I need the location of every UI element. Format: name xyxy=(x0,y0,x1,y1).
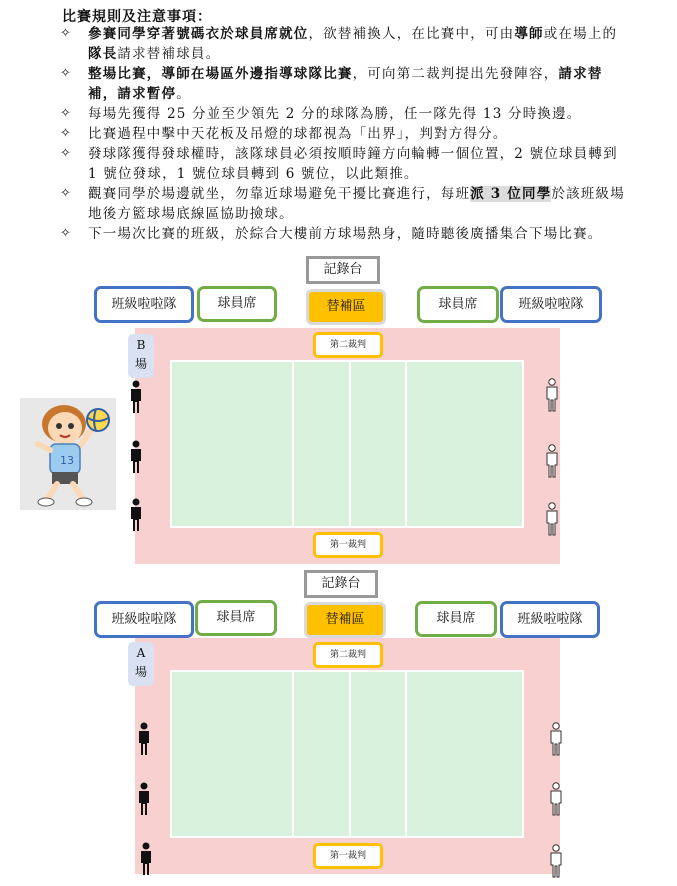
person-outline-icon xyxy=(548,782,564,816)
person-silhouette-icon xyxy=(136,722,152,756)
bullet-icon: ✧ xyxy=(60,226,73,241)
rule-item xyxy=(60,124,630,144)
attack-line xyxy=(405,362,407,526)
rule-text: ，可向第二裁判提出先發陣容， xyxy=(352,66,559,82)
rule-bold-text: 參賽同學穿著號碼衣於球員席就位 xyxy=(88,26,309,42)
rule-text: 每場先獲得 25 分並至少領先 2 分的球隊為勝，任一隊先得 13 分時換邊。 xyxy=(88,106,582,122)
attack-line xyxy=(405,672,407,836)
first-referee: 第一裁判 xyxy=(313,532,383,558)
rule-item xyxy=(60,184,630,224)
bench-box: 球員席 xyxy=(197,286,277,322)
center-line xyxy=(349,362,351,526)
field-label xyxy=(128,642,154,686)
bullet-icon: ✧ xyxy=(60,126,73,141)
field-label-letter: B xyxy=(136,338,146,352)
rule-bold-text: 導師 xyxy=(514,26,544,42)
cheer-team-box: 班級啦啦隊 xyxy=(500,601,600,638)
field-label xyxy=(128,334,154,378)
person-silhouette-icon xyxy=(138,842,154,876)
rule-text: 請求替補球員。 xyxy=(117,46,221,62)
field-label-char: 場 xyxy=(134,665,147,679)
person-silhouette-icon xyxy=(128,440,144,474)
rule-bold-text: 請求替補，請求暫停 xyxy=(88,66,603,102)
sub-zone: 替補區 xyxy=(306,289,386,325)
bullet-icon: ✧ xyxy=(60,66,73,81)
record-table: 記錄台 xyxy=(306,256,380,284)
cheer-team-box: 班級啦啦隊 xyxy=(500,286,602,323)
volleyball-court xyxy=(170,670,524,838)
bullet-icon: ✧ xyxy=(60,106,73,121)
field-label-letter: A xyxy=(136,646,146,660)
bench-box: 球員席 xyxy=(195,600,277,636)
rule-text: 。 xyxy=(176,86,191,102)
sub-zone: 替補區 xyxy=(304,602,386,638)
rule-text: 發球隊獲得發球權時，該隊球員必須按順時鐘方向輪轉一個位置，2 號位球員轉到 1 號位發球，1 號位球員轉到 6 號位，以此類推。 xyxy=(88,146,618,182)
person-silhouette-icon xyxy=(128,498,144,532)
rule-text: 下一場次比賽的班級，於綜合大樓前方球場熱身，隨時聽後廣播集合下場比賽。 xyxy=(88,226,603,242)
bullet-icon: ✧ xyxy=(60,26,73,41)
bullet-icon: ✧ xyxy=(60,146,73,161)
bench-box: 球員席 xyxy=(417,286,499,323)
person-outline-icon xyxy=(548,722,564,756)
rule-item xyxy=(60,64,630,104)
rule-item xyxy=(60,224,630,244)
rule-highlight: 派 3 位同學 xyxy=(470,186,552,202)
field-label-char: 場 xyxy=(134,357,147,371)
rule-text: 比賽過程中擊中天花板及吊燈的球都視為「出界」，判對方得分。 xyxy=(88,126,508,142)
bullet-icon: ✧ xyxy=(60,186,73,201)
rule-item xyxy=(60,104,630,124)
person-outline-icon xyxy=(544,502,560,536)
second-referee: 第二裁判 xyxy=(313,642,383,668)
svg-text:13: 13 xyxy=(60,454,74,467)
center-line xyxy=(349,672,351,836)
rule-item xyxy=(60,144,630,184)
bench-box: 球員席 xyxy=(415,601,497,637)
rule-text: 觀賽同學於場邊就坐，勿靠近球場避免干擾比賽進行，每班 xyxy=(88,186,471,202)
cheer-team-box: 班級啦啦隊 xyxy=(94,286,194,323)
first-referee: 第一裁判 xyxy=(313,843,383,869)
person-outline-icon xyxy=(544,444,560,478)
attack-line xyxy=(292,672,294,836)
record-table: 記錄台 xyxy=(304,570,378,598)
person-outline-icon xyxy=(548,844,564,878)
rules-list xyxy=(60,24,630,244)
rule-text: 於該班級場地後方籃球場底線區協助撿球。 xyxy=(88,186,625,222)
second-referee: 第二裁判 xyxy=(313,332,383,358)
person-silhouette-icon xyxy=(136,782,152,816)
attack-line xyxy=(292,362,294,526)
rule-text: 或在場上的 xyxy=(543,26,618,42)
rule-item xyxy=(60,24,630,64)
rules-heading: 比賽規則及注意事項： xyxy=(62,9,212,25)
rule-bold-text: 整場比賽，導師在場區外邊指導球隊比賽 xyxy=(88,66,353,82)
person-silhouette-icon xyxy=(128,380,144,414)
volleyball-player-illustration xyxy=(20,398,116,510)
person-outline-icon xyxy=(544,378,560,412)
volleyball-court xyxy=(170,360,524,528)
cheer-team-box: 班級啦啦隊 xyxy=(94,601,194,638)
rule-bold-text: 隊長 xyxy=(88,46,118,62)
rule-text: ，欲替補換人，在比賽中，可由 xyxy=(308,26,515,42)
